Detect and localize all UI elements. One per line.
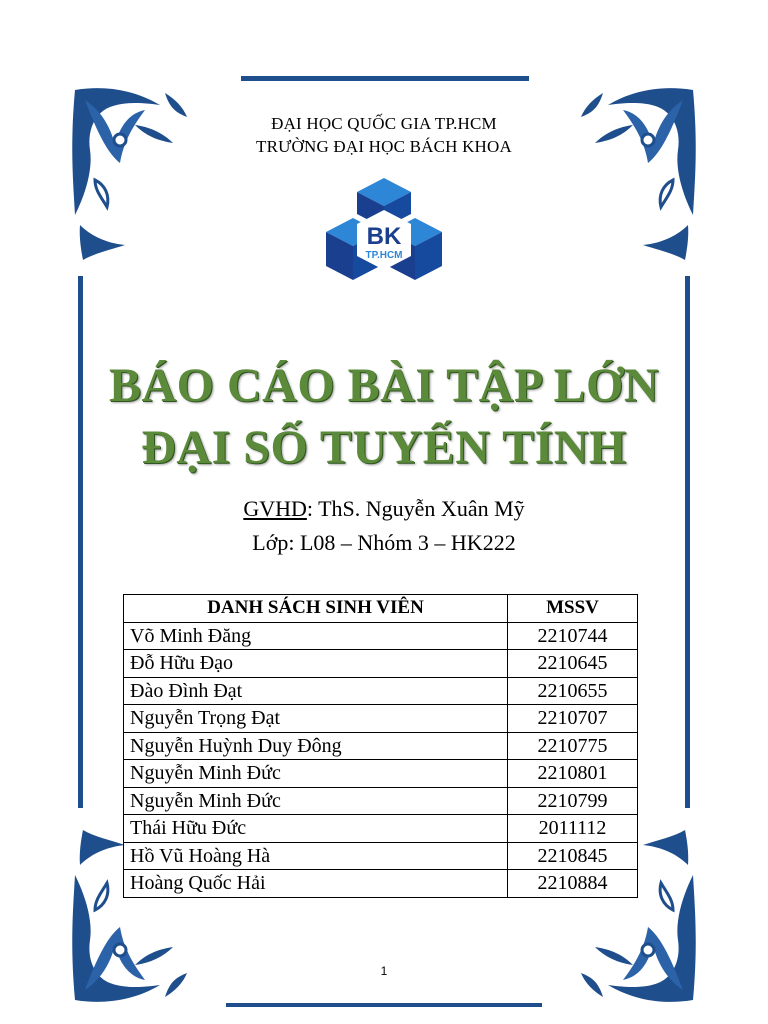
class-line: Lớp: L08 – Nhóm 3 – HK222 [252,530,516,555]
table-row [124,622,638,650]
student-name: Nguyễn Trọng Đạt [124,705,508,733]
advisor-line [0,496,768,522]
student-id: 2011112 [508,815,638,843]
student-id: 2210845 [508,842,638,870]
student-id: 2210645 [508,650,638,678]
corner-ornament-top-left [65,85,190,260]
table-row [124,732,638,760]
student-id: 2210884 [508,870,638,898]
student-name: Hồ Vũ Hoàng Hà [124,842,508,870]
student-name: Nguyễn Minh Đức [124,787,508,815]
corner-ornament-top-right [578,85,703,260]
student-id: 2210707 [508,705,638,733]
table-row [124,842,638,870]
student-name: Đỗ Hữu Đạo [124,650,508,678]
student-name: Nguyễn Minh Đức [124,760,508,788]
school-name: TRƯỜNG ĐẠI HỌC BÁCH KHOA [256,137,512,156]
student-id: 2210655 [508,677,638,705]
page-number: 1 [380,964,388,978]
table-row [124,760,638,788]
table-row [124,650,638,678]
table-row [124,815,638,843]
frame-top-bar [241,76,529,81]
table-row [124,870,638,898]
report-title-line-2: ĐẠI SỐ TUYẾN TÍNH [141,421,627,474]
header-student-id: MSSV [508,595,638,623]
frame-bottom-bar [226,1003,542,1007]
advisor-label: GVHD [243,496,307,521]
student-name: Đào Đình Đạt [124,677,508,705]
advisor-value: : ThS. Nguyễn Xuân Mỹ [306,496,525,521]
bk-logo [323,176,445,288]
student-name: Thái Hữu Đức [124,815,508,843]
student-id: 2210799 [508,787,638,815]
table-header-row [124,595,638,623]
student-name: Hoàng Quốc Hải [124,870,508,898]
student-name: Võ Minh Đăng [124,622,508,650]
student-name: Nguyễn Huỳnh Duy Đông [124,732,508,760]
university-name: ĐẠI HỌC QUỐC GIA TP.HCM [271,114,497,133]
table-row [124,705,638,733]
student-id: 2210801 [508,760,638,788]
logo-sub-text: TP.HCM [365,250,403,261]
report-title-line-1: BÁO CÁO BÀI TẬP LỚN [108,359,660,412]
student-id: 2210775 [508,732,638,760]
table-row [124,677,638,705]
student-table [123,594,638,898]
student-id: 2210744 [508,622,638,650]
header-student-list: DANH SÁCH SINH VIÊN [124,595,508,623]
logo-main-text: BK [366,223,402,250]
table-row [124,787,638,815]
